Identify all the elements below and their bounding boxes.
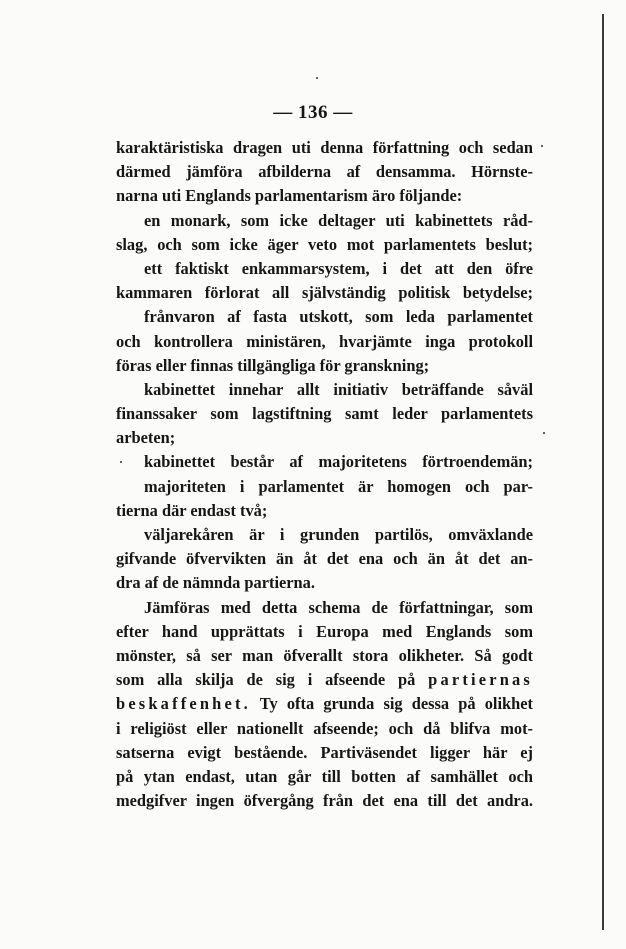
page-edge-line bbox=[602, 14, 604, 930]
text-line: slag, och som icke äger veto mot parlamentets beslut; bbox=[116, 234, 533, 254]
emphasized-word: beskaffenhet. bbox=[116, 694, 251, 714]
print-speck bbox=[541, 145, 543, 147]
print-speck bbox=[543, 432, 545, 434]
body-text bbox=[116, 136, 533, 813]
text-line: kabinettet innehar allt initiativ beträffande såväl bbox=[144, 379, 533, 399]
text-line: medgifver ingen öfvergång från det ena till det andra. bbox=[116, 791, 533, 811]
text-line: tierna där endast två; bbox=[116, 500, 268, 520]
text-line: en monark, som icke deltager uti kabinettets råd- bbox=[144, 210, 533, 230]
emphasized-word: partiernas bbox=[428, 670, 533, 690]
text-line: efter hand upprättats i Europa med Englands som bbox=[116, 621, 533, 641]
print-speck bbox=[316, 77, 318, 79]
text-line: arbeten; bbox=[116, 428, 176, 448]
text-line: finanssaker som lagstiftning samt leder parlamentets bbox=[116, 404, 533, 424]
text-line: satserna evigt bestående. Partiväsendet ligger här ej bbox=[116, 742, 533, 762]
text-line: därmed jämföra afbilderna af densamma. Hörnste- bbox=[116, 162, 533, 182]
page-number: — 136 — bbox=[273, 102, 353, 123]
text-line: föras eller finnas tillgängliga för granskning; bbox=[116, 355, 430, 375]
text-line: Jämföras med detta schema de författningar, som bbox=[144, 597, 533, 617]
text-line: på ytan endast, utan går till botten af samhället och bbox=[116, 766, 533, 786]
text-line: och kontrollera ministären, hvarjämte inga protokoll bbox=[116, 331, 533, 351]
text-line: i religiöst eller nationellt afseende; och då blifva mot- bbox=[116, 718, 533, 738]
text-line: majoriteten i parlamentet är homogen och par- bbox=[144, 476, 533, 496]
text-line: narna uti Englands parlamentarism äro följande: bbox=[116, 186, 463, 206]
text-line: dra af de nämnda partierna. bbox=[116, 573, 315, 593]
text-line: väljarekåren är i grunden partilös, omväxlande bbox=[144, 525, 533, 544]
text-line: kammaren förlorat all självständig politisk betydelse; bbox=[116, 283, 533, 303]
text-line: beskaffenhet. Ty ofta grunda sig dessa på olikhet bbox=[116, 694, 533, 714]
text-line: som alla skilja de sig i afseende på partiernas bbox=[116, 670, 533, 690]
text-line: karaktäristiska dragen uti denna författning och sedan bbox=[116, 138, 533, 157]
text-line: gifvande öfvervikten än åt det ena och än åt det an- bbox=[116, 549, 533, 569]
text-line: frånvaron af fasta utskott, som leda parlamentet bbox=[144, 307, 533, 327]
text-line: ett faktiskt enkammarsystem, i det att den öfre bbox=[144, 258, 533, 278]
text-line: mönster, så ser man öfverallt stora olikheter. Så godt bbox=[116, 645, 533, 665]
text-line: kabinettet består af majoritetens förtroendemän; bbox=[144, 452, 533, 472]
